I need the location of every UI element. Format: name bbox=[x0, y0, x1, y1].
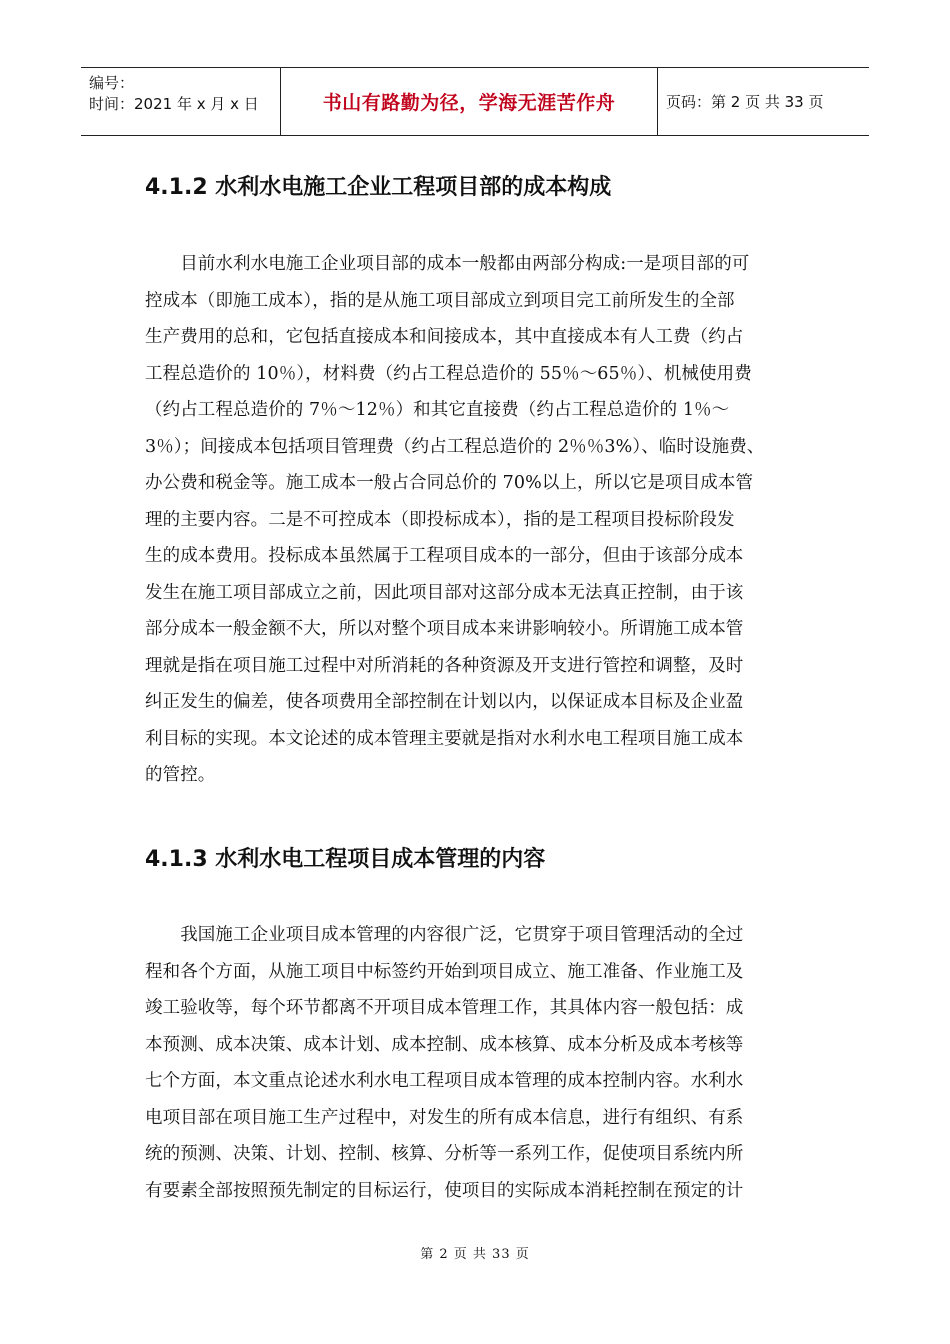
paragraph-line: 七个方面，本文重点论述水利水电工程项目成本管理的成本控制内容。水利水 bbox=[145, 1071, 744, 1091]
paragraph-line: 竣工验收等，每个环节都离不开项目成本管理工作，其具体内容一般包括：成 bbox=[145, 998, 744, 1018]
page-header-table bbox=[81, 67, 869, 136]
paragraph-line: 统的预测、决策、计划、控制、核算、分析等一系列工作，促使项目系统内所 bbox=[145, 1144, 744, 1164]
paragraph-line: （约占工程总造价的 7％～12％）和其它直接费（约占工程总造价的 1％～ bbox=[145, 400, 730, 420]
paragraph-line: 本预测、成本决策、成本计划、成本控制、成本核算、成本分析及成本考核等 bbox=[145, 1034, 744, 1055]
paragraph-line: 部分成本一般金额不大，所以对整个项目成本来讲影响较小。所谓施工成本管 bbox=[145, 619, 744, 639]
paragraph-line: 的管控。 bbox=[145, 765, 216, 785]
document-number-label: 编号： bbox=[89, 74, 135, 92]
paragraph-line: 纠正发生的偏差，使各项费用全部控制在计划以内，以保证成本目标及企业盈 bbox=[145, 692, 744, 712]
header-meta-cell bbox=[81, 68, 281, 135]
section-heading-4-1-2: 4.1.2 水利水电施工企业工程项目部的成本构成 bbox=[145, 175, 612, 200]
paragraph-line: 办公费和税金等。施工成本一般占合同总价的 70%以上，所以它是项目成本管 bbox=[145, 473, 754, 493]
section-heading-4-1-3: 4.1.3 水利水电工程项目成本管理的内容 bbox=[145, 847, 546, 872]
paragraph-cost-composition bbox=[145, 246, 807, 794]
paragraph-line: 工程总造价的 10％），材料费（约占工程总造价的 55％～65％）、机械使用费 bbox=[145, 363, 752, 384]
paragraph-line: 理的主要内容。二是不可控成本（即投标成本），指的是工程项目投标阶段发 bbox=[145, 509, 735, 530]
paragraph-line: 程和各个方面，从施工项目中标签约开始到项目成立、施工准备、作业施工及 bbox=[145, 961, 744, 982]
document-date: 时间：2021 年 x 月 x 日 bbox=[89, 95, 259, 113]
paragraph-line: 我国施工企业项目成本管理的内容很广泛，它贯穿于项目管理活动的全过 bbox=[145, 925, 744, 945]
paragraph-line: 3％）；间接成本包括项目管理费（约占工程总造价的 2％％3%）、临时设施费、 bbox=[145, 436, 765, 457]
page-footer: 第 2 页 共 33 页 bbox=[420, 1247, 530, 1262]
paragraph-line: 理就是指在项目施工过程中对所消耗的各种资源及开支进行管控和调整，及时 bbox=[145, 655, 744, 676]
paragraph-cost-management-content bbox=[145, 917, 807, 1209]
header-motto: 书山有路勤为径，学海无涯苦作舟 bbox=[281, 68, 658, 135]
paragraph-line: 利目标的实现。本文论述的成本管理主要就是指对水利水电工程项目施工成本 bbox=[145, 728, 744, 749]
paragraph-line: 生的成本费用。投标成本虽然属于工程项目成本的一部分，但由于该部分成本 bbox=[145, 546, 744, 566]
header-page-info: 页码：第 2 页 共 33 页 bbox=[666, 93, 824, 111]
paragraph-line: 电项目部在项目施工生产过程中，对发生的所有成本信息，进行有组织、有系 bbox=[145, 1107, 744, 1128]
paragraph-line: 控成本（即施工成本），指的是从施工项目部成立到项目完工前所发生的全部 bbox=[145, 290, 735, 311]
paragraph-line: 发生在施工项目部成立之前，因此项目部对这部分成本无法真正控制，由于该 bbox=[145, 582, 744, 603]
paragraph-line: 生产费用的总和，它包括直接成本和间接成本，其中直接成本有人工费（约占 bbox=[145, 327, 744, 347]
paragraph-line: 目前水利水电施工企业项目部的成本一般都由两部分构成:一是项目部的可 bbox=[145, 254, 750, 274]
paragraph-line: 有要素全部按照预先制定的目标运行，使项目的实际成本消耗控制在预定的计 bbox=[145, 1180, 744, 1201]
